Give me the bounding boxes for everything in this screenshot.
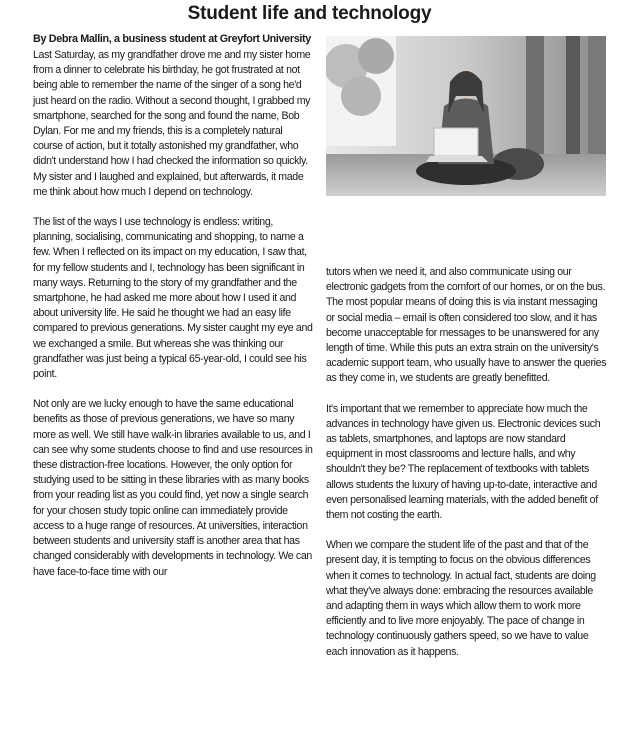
- left-column: [33, 32, 313, 595]
- paragraph-5: It's important that we remember to appreciate how much the advances in technology have given us. Electronic devices such as tablets, smartphones, and laptops are now standard equipment in most classrooms and lecture halls, and why shouldn't they be? The replacement of textbooks with tablets allows students the luxury of having up-to-date, interactive and even personalised learning materials, with the added benefit of them not costing the earth.: [326, 402, 601, 522]
- article-title: Student life and technology: [187, 3, 432, 24]
- paragraph-3: Not only are we lucky enough to have the same educational benefits as those of previous generations, we have so many more as well. We still have walk-in libraries available to us, and I can see why some students choose to find and use resources in these distraction-free locations. However, the only option for studying used to be sitting in these libraries with as many books from your reading list as you could find, yet now a single search for your chosen study topic online can immediately provide access to a huge range of resources. At universities, interaction between students and university staff is another area that has changed considerably with developments in technology. We can have face-to-face time with our: [33, 398, 313, 578]
- byline: By Debra Mallin, a business student at Greyfort University: [33, 33, 311, 45]
- article-photo: [326, 36, 606, 196]
- right-column: [326, 265, 608, 675]
- student-laptop-photo: [326, 36, 606, 196]
- paragraph-6: When we compare the student life of the past and that of the present day, it is tempting to focus on the obvious differences when it comes to technology. In actual fact, students are doing what they've always done: embracing the resources available and adapting them in ways which allow them to work more efficiently and to live more enjoyably. The pace of change in technology continuously gathers speed, so we have to value each innovation as it happens.: [326, 539, 596, 658]
- paragraph-2: The list of the ways I use technology is endless: writing, planning, socialising, communicating and shopping, to name a few. When I reflected on its impact on my education, I saw that, for my fellow students and I, technology has been significant in many ways. Returning to the story of my grandfather and the smartphone, he had asked me more about how I used it and about university life. He said he thought we had an easy life compared to previous generations. My sister caught my eye and we exchanged a smile. But whereas she was thinking our grandfather was just being a typical 65-year-old, I could see his point.: [33, 216, 313, 381]
- paragraph-4: tutors when we need it, and also communicate using our electronic gadgets from the comfort of our homes, or on the bus. The most popular means of doing this is via instant messaging or social media – email is often considered too slow, and it has become unacceptable for messages to be unanswered for any length of time. While this puts an extra strain on the university's academic support team, who usually have to answer the queries as they come in, we students are greatly benefitted.: [326, 266, 607, 385]
- paragraph-1: Last Saturday, as my grandfather drove me and my sister home from a dinner to celebrate his birthday, he got frustrated at not being able to remember the name of the singer of a song he'd just heard on the radio. Without a second thought, I grabbed my smartphone, searched for the song and found the name, Bob Dylan. For me and my friends, this is a completely natural course of action, but it totally astonished my grandfather, who didn't understand how I had checked the information so quickly. My sister and I laughed and explained, but afterwards, it made me think about how much I depend on technology.: [33, 49, 311, 198]
